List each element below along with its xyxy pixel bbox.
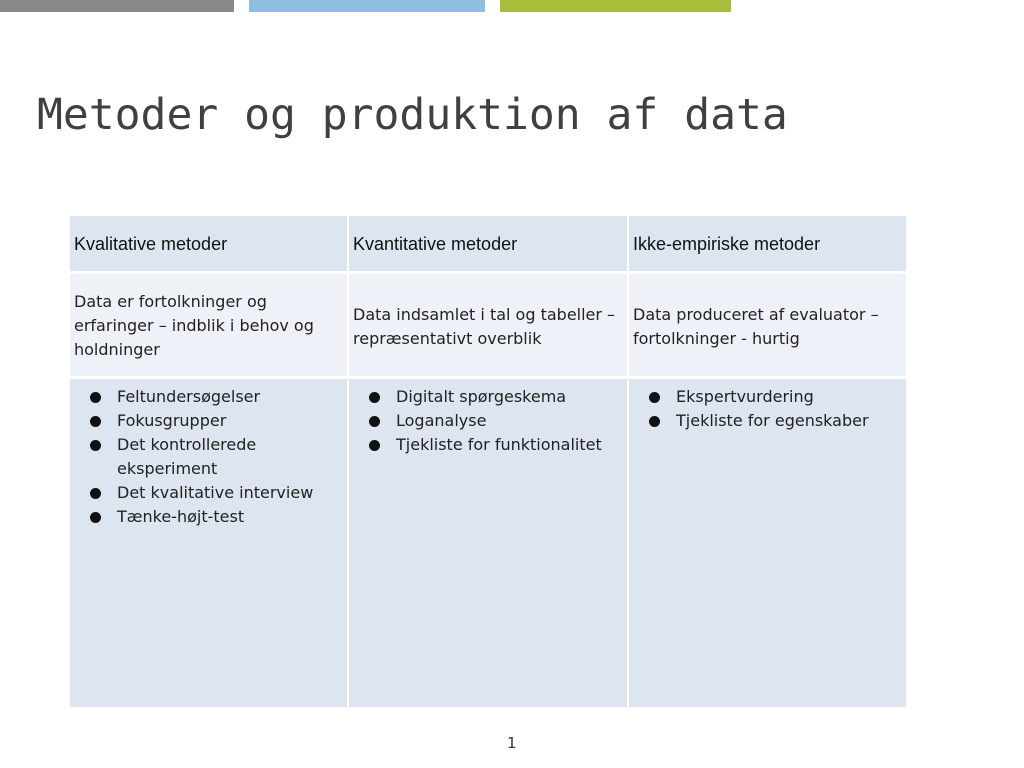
list-item: [74, 505, 343, 529]
accent-bar-gray: [0, 0, 234, 12]
slide-title: Metoder og produktion af data: [37, 90, 788, 140]
header-label: Ikke-empiriske metoder: [633, 234, 821, 254]
description-text: Data er fortolkninger og erfaringer – indblik i behov og holdninger: [74, 292, 314, 359]
header-quantitative: [349, 216, 627, 271]
list-item: [74, 433, 343, 481]
list-item: [74, 409, 343, 433]
bullet-icon: [90, 416, 101, 427]
list-item-text: Tænke-højt-test: [117, 507, 245, 526]
list-item-text: Feltundersøgelser: [117, 387, 261, 406]
bullet-icon: [90, 440, 101, 451]
description-text: Data indsamlet i tal og tabeller – repræsentativt overblik: [353, 305, 616, 348]
bullet-icon: [369, 392, 380, 403]
list-item-text: Ekspertvurdering: [676, 387, 814, 406]
description-qualitative: [70, 274, 347, 376]
list-item: [74, 481, 343, 505]
description-text: Data produceret af evaluator – fortolkninger - hurtig: [633, 305, 879, 348]
list-item-text: Tjekliste for funktionalitet: [396, 435, 602, 454]
methods-list-quantitative: [349, 379, 627, 707]
page-number: 1: [507, 734, 517, 752]
methods-table: [70, 216, 906, 707]
description-quantitative: [349, 274, 627, 376]
header-qualitative: [70, 216, 347, 271]
description-non-empirical: [629, 274, 906, 376]
methods-list-qualitative: [70, 379, 347, 707]
list-item: [353, 385, 623, 409]
list-item: [633, 385, 902, 409]
list-item: [74, 385, 343, 409]
accent-bar-green: [500, 0, 731, 12]
bullet-icon: [649, 392, 660, 403]
header-label: Kvalitative metoder: [74, 234, 228, 254]
bullet-list: [353, 385, 623, 457]
bullet-icon: [90, 392, 101, 403]
list-item: [353, 409, 623, 433]
bullet-list: [74, 385, 343, 529]
list-item-text: Digitalt spørgeskema: [396, 387, 567, 406]
accent-bar-blue: [249, 0, 485, 12]
list-item-text: Loganalyse: [396, 411, 487, 430]
list-item-text: Fokusgrupper: [117, 411, 227, 430]
bullet-icon: [649, 416, 660, 427]
list-item-text: Det kvalitative interview: [117, 483, 314, 502]
bullet-icon: [369, 416, 380, 427]
bullet-icon: [90, 512, 101, 523]
list-item-text: Det kontrollerede eksperiment: [117, 435, 257, 478]
list-item-text: Tjekliste for egenskaber: [676, 411, 869, 430]
header-non-empirical: [629, 216, 906, 271]
list-item: [353, 433, 623, 457]
header-label: Kvantitative metoder: [353, 234, 518, 254]
bullet-list: [633, 385, 902, 433]
list-item: [633, 409, 902, 433]
bullet-icon: [369, 440, 380, 451]
bullet-icon: [90, 488, 101, 499]
methods-list-non-empirical: [629, 379, 906, 707]
